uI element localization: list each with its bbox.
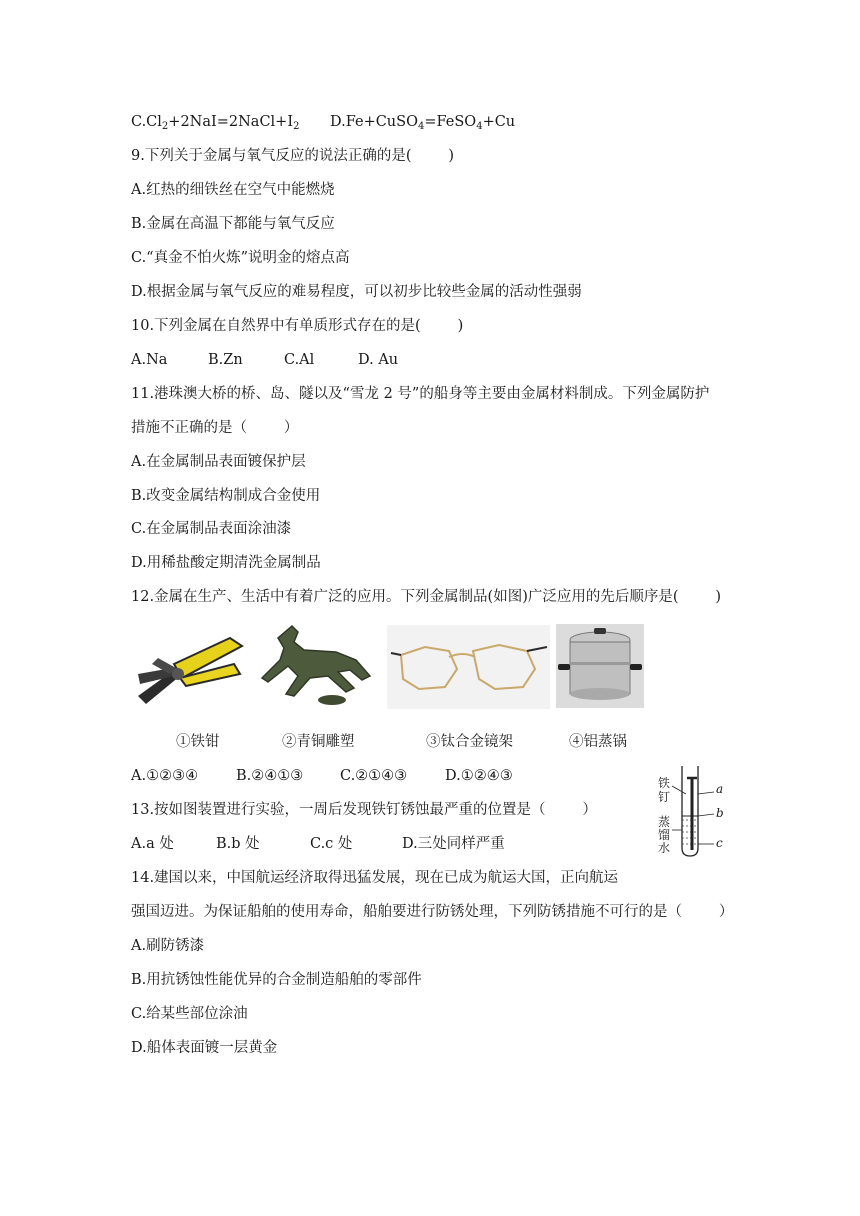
q10-option-c: C.Al xyxy=(284,352,315,368)
aluminum-steamer-image xyxy=(556,624,644,708)
q13-option-d: D.三处同样严重 xyxy=(402,836,505,852)
q11-stem-line2: 措施不正确的是（ ） xyxy=(131,420,299,436)
q14-option-b: B.用抗锈蚀性能优异的合金制造船舶的零部件 xyxy=(131,972,422,988)
label-a: a xyxy=(716,782,724,796)
q11-option-b: B.改变金属结构制成合金使用 xyxy=(131,488,321,504)
label-distilled-water: 蒸 馏 水 xyxy=(658,815,671,855)
caption-titanium-frame: ③钛合金镜架 xyxy=(426,734,513,750)
q10-stem: 10.下列金属在自然界中有单质形式存在的是( ) xyxy=(131,318,464,334)
q13-option-a: A.a 处 xyxy=(131,836,174,852)
q9-option-c: C.“真金不怕火炼”说明金的熔点高 xyxy=(131,250,350,266)
q10-option-b: B.Zn xyxy=(208,352,243,368)
caption-aluminum-steamer: ④铝蒸锅 xyxy=(569,734,627,750)
q12-stem: 12.金属在生产、生活中有着广泛的应用。下列金属制品(如图)广泛应用的先后顺序是( ) xyxy=(131,589,722,605)
caption-iron-pliers: ①铁钳 xyxy=(176,734,220,750)
q12-option-d: D.①②④③ xyxy=(445,768,513,784)
q13-option-b: B.b 处 xyxy=(216,836,260,852)
q13-stem: 13.按如图装置进行实验，一周后发现铁钉锈蚀最严重的位置是（ ） xyxy=(131,802,597,818)
q10-option-a: A.Na xyxy=(131,352,168,368)
q12-option-b: B.②④①③ xyxy=(236,768,304,784)
q14-stem-line1: 14.建国以来，中国航运经济取得迅猛发展，现在已成为航运大国，正向航运 xyxy=(131,870,619,886)
q9-option-d: D.根据金属与氧气反应的难易程度，可以初步比较些金属的活动性强弱 xyxy=(131,284,582,300)
q14-option-c: C.给某些部位涂油 xyxy=(131,1006,248,1022)
label-b: b xyxy=(716,806,724,820)
q8-option-c: $C.Cl_2+2NaI=2NaCl+I_2$ xyxy=(131,114,300,132)
q11-option-c: C.在金属制品表面涂油漆 xyxy=(131,521,292,537)
q12-option-c: C.②①④③ xyxy=(340,768,408,784)
q11-option-d: D.用稀盐酸定期清洗金属制品 xyxy=(131,555,321,571)
q13-option-c: C.c 处 xyxy=(310,836,353,852)
q14-stem-line2: 强国迈进。为保证船舶的使用寿命，船舶要进行防锈处理，下列防锈措施不可行的是（ ） xyxy=(131,904,734,920)
q11-option-a: A.在金属制品表面镀保护层 xyxy=(131,454,306,470)
q9-stem: 9.下列关于金属与氧气反应的说法正确的是( ) xyxy=(131,148,455,164)
q9-option-b: B.金属在高温下都能与氧气反应 xyxy=(131,216,335,232)
q11-stem-line1: 11.港珠澳大桥的桥、岛、隧以及“雪龙 2 号”的船身等主要由金属材料制成。下列金属防护 xyxy=(131,386,710,402)
q8-option-d: D.Fe+CuSO$_4$=FeSO$_4$+Cu xyxy=(330,114,516,132)
pliers-image xyxy=(130,624,252,714)
q14-option-d: D.船体表面镀一层黄金 xyxy=(131,1040,278,1056)
q12-option-a: A.①②③④ xyxy=(131,768,199,784)
label-c: c xyxy=(716,836,723,850)
q14-option-a: A.刷防锈漆 xyxy=(131,938,205,954)
q10-option-d: D. Au xyxy=(358,352,399,368)
bronze-horse-image xyxy=(258,620,380,712)
caption-bronze-sculpture: ②青铜雕塑 xyxy=(282,734,355,750)
titanium-glasses-image xyxy=(387,625,550,709)
test-tube-figure xyxy=(652,764,732,858)
label-nail: 铁 钉 xyxy=(658,776,671,804)
q9-option-a: A.红热的细铁丝在空气中能燃烧 xyxy=(131,182,335,198)
